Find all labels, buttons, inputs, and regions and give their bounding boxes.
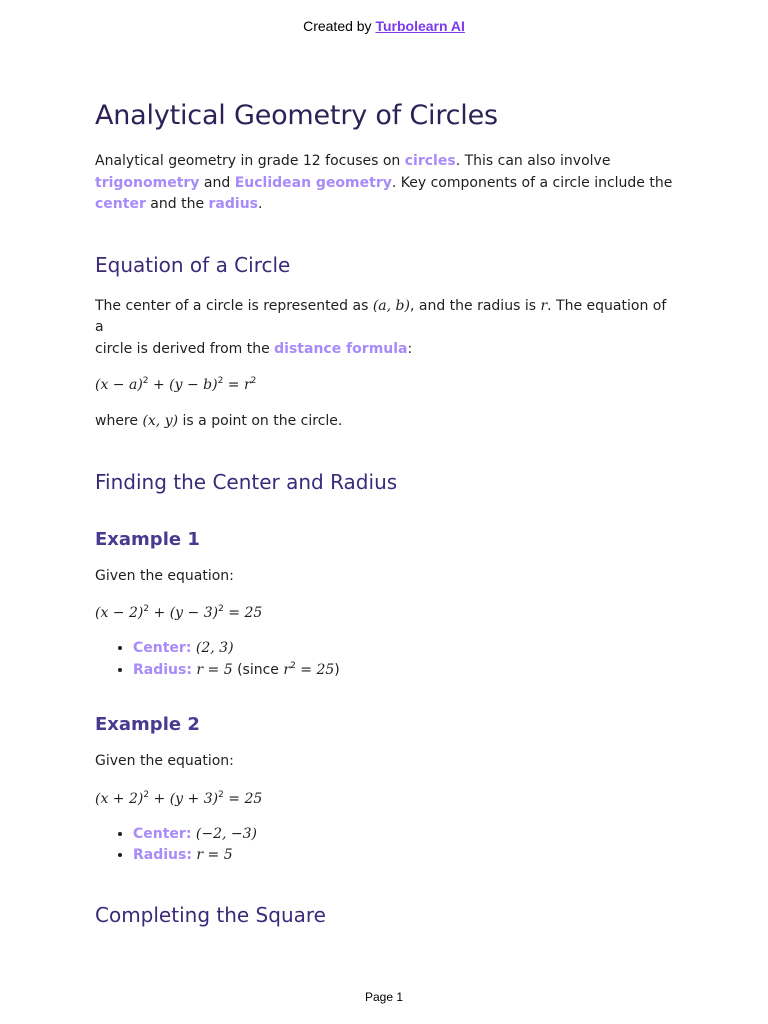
ex2-eq-part-3: = 25: [223, 790, 263, 807]
where-text-1: where: [95, 413, 143, 429]
circle-eq-part-2: + (y − b): [148, 377, 218, 393]
ex1-center-link[interactable]: Center:: [133, 640, 192, 656]
example-2-equation: [95, 788, 675, 810]
list-item: [133, 845, 675, 867]
ex2-eq-part-2: + (y + 3): [149, 790, 219, 807]
ex1-since-exp: 2: [290, 660, 296, 671]
intro-text-3: and: [199, 174, 235, 191]
ex1-eq-part-1: (x − 2): [95, 605, 144, 621]
ex1-center-value: (2, 3): [195, 640, 234, 656]
ex1-eq-part-3: = 25: [223, 605, 263, 621]
circle-eq-exp-3: 2: [250, 376, 257, 386]
eq-text-3: . The equation of a: [95, 297, 667, 335]
example-1-heading: Example 1: [95, 528, 200, 550]
intro-text-6: .: [258, 196, 263, 212]
eq-text-4: circle is derived from the: [95, 340, 275, 357]
intro-text-2: . This can also involve: [455, 153, 611, 169]
ex1-radius-value: r = 5: [196, 661, 233, 678]
page-header: [0, 18, 768, 34]
circle-eq-exp-2: 2: [217, 376, 224, 386]
ex1-since-r: r: [283, 661, 291, 678]
example-2-given: Given the equation:: [95, 753, 234, 769]
radius-link[interactable]: radius: [208, 196, 259, 212]
ex1-radius-link[interactable]: Radius:: [133, 661, 192, 678]
ex2-center-value: (−2, −3): [195, 825, 257, 842]
ex1-since-text-1: (since: [232, 661, 284, 678]
equation-paragraph: [95, 296, 675, 361]
circle-eq-part-3: = r: [223, 377, 251, 393]
list-item: [133, 638, 675, 660]
math-point-xy: (x, y): [142, 413, 179, 429]
page-title: Analytical Geometry of Circles: [95, 100, 498, 131]
list-item: [133, 660, 675, 682]
ex1-eq-part-2: + (y − 3): [149, 605, 219, 621]
math-center-ab: (a, b): [372, 297, 410, 314]
where-paragraph: [95, 411, 675, 433]
euclidean-geometry-link[interactable]: Euclidean geometry: [234, 174, 392, 191]
eq-text-1: The center of a circle is represented as: [95, 297, 373, 314]
ex1-eq-exp-1: 2: [143, 604, 150, 614]
trigonometry-link[interactable]: trigonometry: [95, 174, 200, 191]
ex2-eq-part-1: (x + 2): [95, 790, 144, 807]
eq-text-5: :: [407, 340, 413, 357]
math-radius-r: r: [540, 297, 548, 314]
intro-text-1: Analytical geometry in grade 12 focuses on: [95, 153, 405, 169]
list-item: [133, 824, 675, 846]
circles-link[interactable]: circles: [404, 153, 456, 169]
center-link[interactable]: center: [95, 196, 146, 212]
ex2-eq-exp-1: 2: [143, 789, 150, 800]
circle-eq-part-1: (x − a): [95, 377, 143, 393]
ex2-eq-exp-2: 2: [218, 789, 224, 800]
intro-text-5: and the: [145, 196, 209, 212]
circle-eq-exp-1: 2: [142, 376, 149, 386]
intro-text-4: . Key components of a circle include the: [391, 174, 673, 191]
section-heading-center-radius: Finding the Center and Radius: [95, 469, 398, 494]
section-heading-equation: Equation of a Circle: [95, 252, 291, 277]
ex1-since-value: = 25: [295, 661, 335, 678]
header-prefix: Created by: [303, 18, 376, 34]
ex2-center-link[interactable]: Center:: [133, 825, 192, 842]
example-1-list: [95, 638, 675, 681]
distance-formula-link[interactable]: distance formula: [274, 340, 408, 357]
page-number: Page 1: [364, 990, 404, 1004]
example-2-list: [95, 824, 675, 867]
example-1-equation: [95, 602, 675, 624]
intro-paragraph: [95, 151, 675, 216]
where-text-2: is a point on the circle.: [178, 413, 343, 429]
ex2-radius-link[interactable]: Radius:: [133, 847, 192, 863]
ex1-eq-exp-2: 2: [218, 604, 224, 614]
circle-equation: [95, 374, 675, 396]
turbolearn-link[interactable]: Turbolearn AI: [375, 18, 465, 34]
example-1-given: Given the equation:: [95, 567, 234, 584]
ex1-since-text-2: ): [334, 661, 340, 678]
section-heading-completing-square: Completing the Square: [95, 902, 326, 927]
ex2-radius-value: r = 5: [196, 847, 233, 863]
example-2-heading: Example 2: [95, 714, 200, 735]
document-body: [95, 97, 675, 929]
eq-text-2: , and the radius is: [409, 297, 541, 314]
